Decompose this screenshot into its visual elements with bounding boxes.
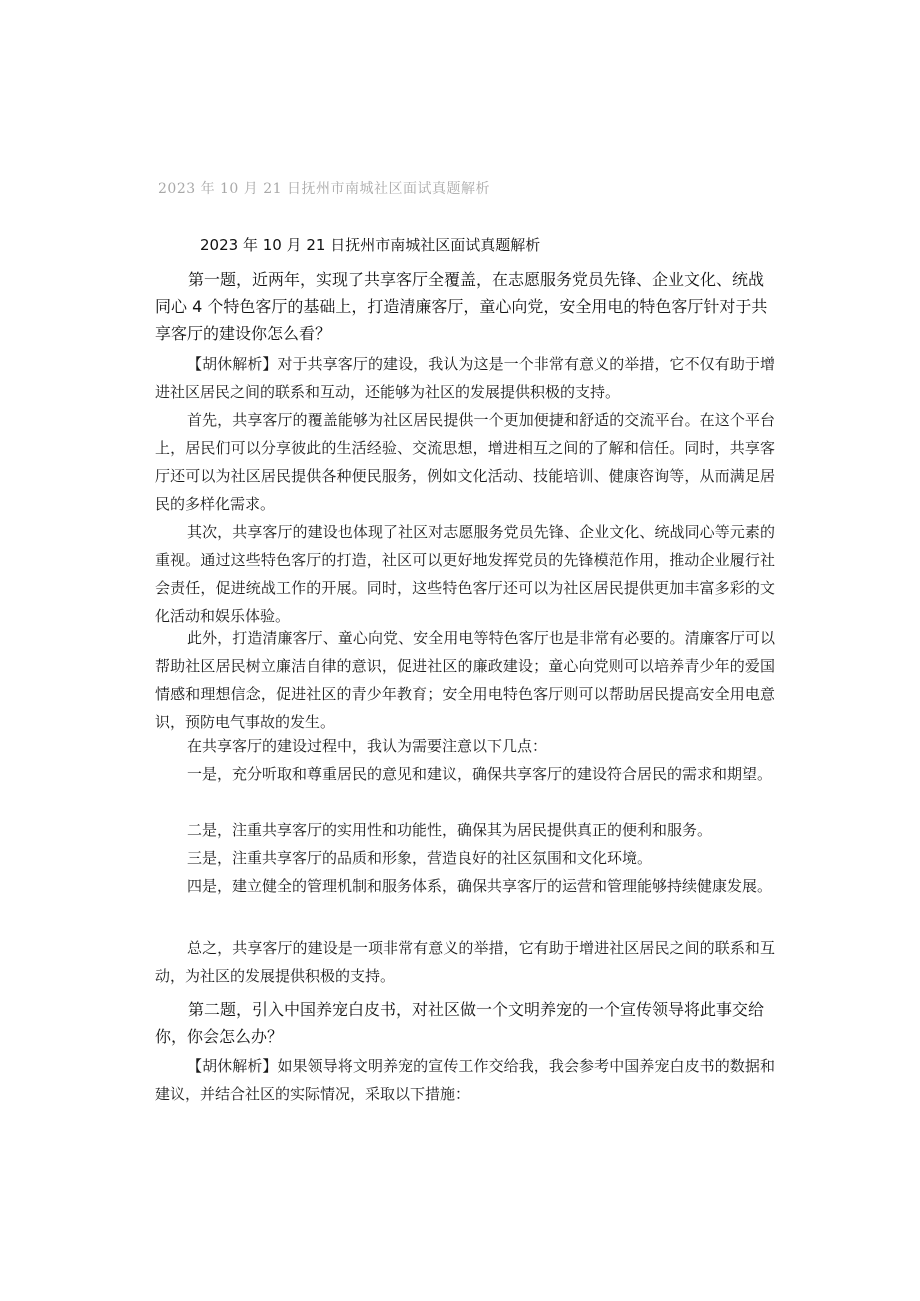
q1-point-one: 一是，充分听取和尊重居民的意见和建议，确保共享客厅的建设符合居民的需求和期望。	[187, 765, 773, 783]
q1-paragraph-second: 其次，共享客厅的建设也体现了社区对志愿服务党员先锋、企业文化、统战同心等元素的重视。通过这些特色客厅的打造，社区可以更好地发挥党员的先锋模范作用，推动企业履行社会责任，促进统战工作的开展。同时，这些特色客厅还可以为社区居民提供更加丰富多彩的文化活动和娱乐体验。	[155, 523, 775, 625]
q2-analysis-intro: 【胡休解析】如果领导将文明养宠的宣传工作交给我，我会参考中国养宠白皮书的数据和建议，并结合社区的实际情况，采取以下措施：	[155, 1057, 775, 1103]
q1-analysis-intro: 【胡休解析】对于共享客厅的建设，我认为这是一个非常有意义的举措，它不仅有助于增进社区居民之间的联系和互动，还能够为社区的发展提供积极的支持。	[155, 355, 775, 401]
q1-paragraph-first: 首先，共享客厅的覆盖能够为社区居民提供一个更加便捷和舒适的交流平台。在这个平台上，居民们可以分享彼此的生活经验、交流思想，增进相互之间的了解和信任。同时，共享客厅还可以为社区居民提供各种便民服务，例如文化活动、技能培训、健康咨询等，从而满足居民的多样化需求。	[155, 411, 775, 513]
q1-point-three: 三是，注重共享客厅的品质和形象，营造良好的社区氛围和文化环境。	[187, 849, 653, 867]
q1-paragraph-points-intro: 在共享客厅的建设过程中，我认为需要注意以下几点：	[187, 737, 548, 755]
running-header: 2023 年 10 月 21 日抚州市南城社区面试真题解析	[158, 181, 491, 197]
question-1: 第一题，近两年，实现了共享客厅全覆盖，在志愿服务党员先锋、企业文化、统战同心 4 个特色客厅的基础上，打造清廉客厅，童心向党，安全用电的特色客厅针对于共享客厅的建设你怎么看？	[155, 270, 768, 343]
q1-paragraph-additionally: 此外，打造清廉客厅、童心向党、安全用电等特色客厅也是非常有必要的。清廉客厅可以帮助社区居民树立廉洁自律的意识，促进社区的廉政建设；童心向党则可以培养青少年的爱国情感和理想信念，促进社区的青少年教育；安全用电特色客厅则可以帮助居民提高安全用电意识，预防电气事故的发生。	[155, 629, 775, 731]
q1-conclusion: 总之，共享客厅的建设是一项非常有意义的举措，它有助于增进社区居民之间的联系和互动，为社区的发展提供积极的支持。	[155, 939, 775, 985]
question-2: 第二题，引入中国养宠白皮书，对社区做一个文明养宠的一个宣传领导将此事交给你，你会怎么办？	[155, 1000, 765, 1046]
q1-point-four: 四是，建立健全的管理机制和服务体系，确保共享客厅的运营和管理能够持续健康发展。	[187, 877, 773, 895]
document-title: 2023 年 10 月 21 日抚州市南城社区面试真题解析	[200, 236, 541, 254]
q1-point-two: 二是，注重共享客厅的实用性和功能性，确保其为居民提供真正的便利和服务。	[187, 821, 713, 839]
